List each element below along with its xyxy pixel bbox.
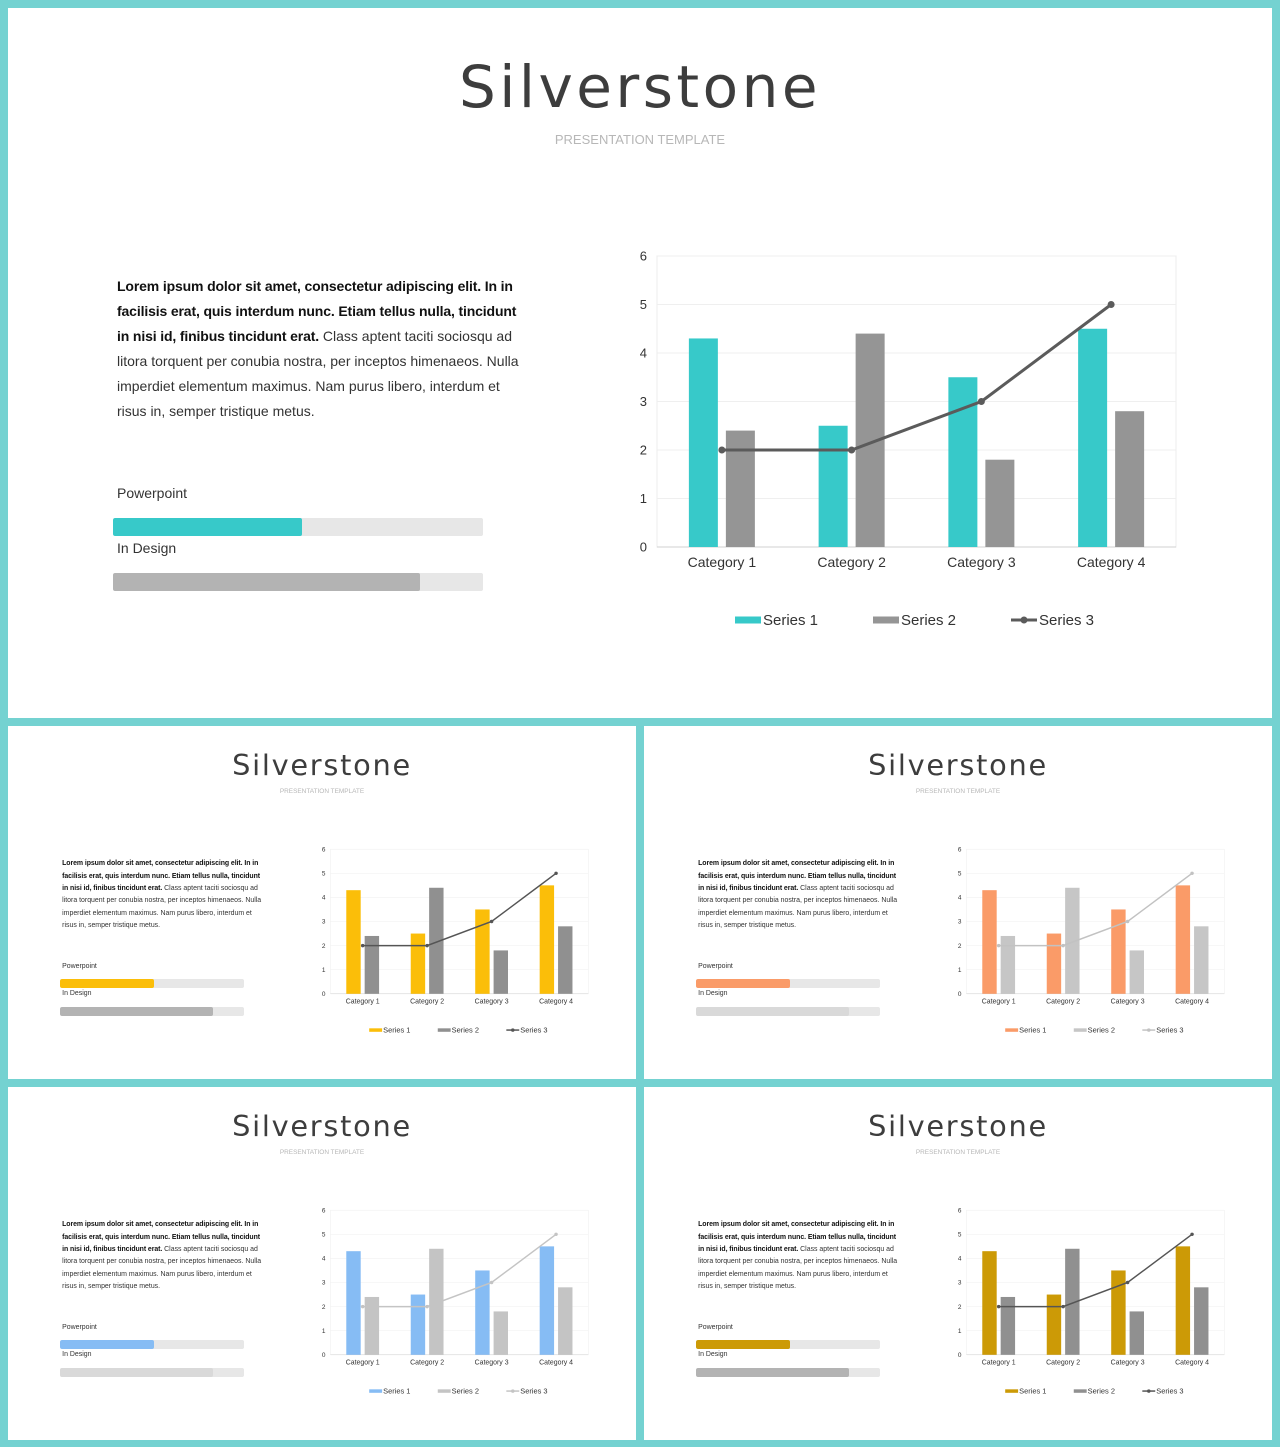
bar-series-1 (411, 934, 425, 994)
line-series-3 (722, 305, 1111, 451)
legend-label: Series 3 (1039, 612, 1095, 629)
y-tick-label: 0 (639, 539, 647, 555)
bar-series-2 (558, 926, 572, 993)
legend-swatch-bar (873, 617, 899, 624)
legend-label: Series 1 (383, 1386, 411, 1396)
slide-thumb-blue (8, 1087, 636, 1440)
slide-subtitle: PRESENTATION TEMPLATE (554, 132, 726, 147)
bar-series-2 (558, 1287, 572, 1354)
y-tick-label: 4 (321, 1255, 326, 1263)
legend-swatch-bar (1074, 1389, 1087, 1392)
x-category-label: Category 2 (1046, 998, 1081, 1006)
body-regular-text: Class aptent taciti sociosqu ad litora torquent per conubia nostra, per inceptos himenaeos. Nulla imperdiet elementum maximus. Nam purus libero, interdum et risus in, semper tristique metus. (698, 1246, 898, 1291)
y-tick-label: 3 (639, 394, 647, 409)
x-category-label: Category 3 (474, 1359, 509, 1367)
bar-series-1 (475, 1270, 489, 1354)
body-regular-text: Class aptent taciti sociosqu ad litora torquent per conubia nostra, per inceptos himenaeos. Nulla imperdiet elementum maximus. Nam purus libero, interdum et risus in, semper tristique metus. (117, 328, 519, 419)
y-tick-label: 4 (321, 894, 326, 902)
x-category-label: Category 2 (1046, 1359, 1081, 1367)
x-category-label: Category 4 (539, 998, 574, 1006)
bar-series-1 (1047, 1295, 1061, 1355)
bar-series-2 (1001, 1297, 1015, 1355)
y-tick-label: 5 (957, 1231, 962, 1239)
legend-label: Series 3 (1156, 1025, 1184, 1035)
legend-swatch-marker (1021, 617, 1028, 624)
bar-series-1 (1047, 934, 1061, 994)
slide-subtitle: PRESENTATION TEMPLATE (915, 1148, 1001, 1156)
y-tick-label: 2 (639, 442, 647, 458)
x-category-label: Category 2 (410, 1359, 445, 1367)
bar-series-1 (1111, 909, 1125, 993)
y-tick-label: 0 (957, 991, 962, 999)
legend-label: Series 1 (383, 1025, 411, 1035)
y-tick-label: 5 (957, 870, 962, 878)
y-tick-label: 1 (957, 966, 962, 974)
bar-series-2 (1001, 936, 1015, 994)
slide-title: Silverstone (868, 748, 1048, 783)
body-bold-text: Lorem ipsum dolor sit amet, consectetur adipiscing elit. In in facilisis erat, quis interdum nunc. Etiam tellus nulla, tincidunt in nisi id, finibus tincidunt erat. (117, 278, 517, 344)
line-point-series-3 (554, 1233, 557, 1236)
y-tick-label: 3 (957, 918, 962, 926)
slide-title: Silverstone (458, 53, 822, 121)
bar-series-1 (1078, 329, 1107, 547)
legend-swatch-bar (438, 1389, 451, 1392)
bar-series-2 (494, 950, 508, 993)
bar-series-1 (346, 1251, 360, 1355)
slide-title: Silverstone (232, 748, 412, 783)
slide-subtitle: PRESENTATION TEMPLATE (279, 787, 365, 795)
slide-thumb-yellow (8, 726, 636, 1079)
line-point-series-3 (978, 398, 985, 405)
x-category-label: Category 4 (1076, 554, 1146, 570)
bar-series-1 (540, 1246, 554, 1354)
y-tick-label: 5 (321, 1231, 326, 1239)
skill-label: In Design (698, 990, 728, 998)
line-point-series-3 (1061, 944, 1064, 947)
line-point-series-3 (1190, 872, 1193, 875)
bar-series-2 (1115, 411, 1144, 547)
line-point-series-3 (425, 944, 428, 947)
x-category-label: Category 4 (1175, 998, 1210, 1006)
y-tick-label: 2 (321, 1303, 326, 1311)
skill-label: Powerpoint (117, 485, 188, 501)
y-tick-label: 0 (321, 991, 326, 999)
skill-label: Powerpoint (62, 1323, 97, 1331)
y-tick-label: 2 (321, 942, 326, 950)
y-tick-label: 6 (957, 846, 962, 854)
line-point-series-3 (1108, 301, 1115, 308)
skill-label: Powerpoint (698, 962, 733, 970)
legend-label: Series 3 (520, 1025, 548, 1035)
legend-label: Series 1 (1019, 1386, 1047, 1396)
y-tick-label: 4 (957, 894, 962, 902)
legend-label: Series 2 (901, 612, 957, 629)
bar-series-2 (1130, 1311, 1144, 1354)
y-tick-label: 2 (957, 1303, 962, 1311)
y-tick-label: 4 (639, 345, 647, 361)
y-tick-label: 5 (321, 870, 326, 878)
bar-series-1 (982, 1251, 996, 1355)
x-category-label: Category 1 (345, 1359, 380, 1367)
combo-chart (8, 726, 636, 1079)
line-point-series-3 (1190, 1233, 1193, 1236)
y-tick-label: 0 (321, 1352, 326, 1360)
legend-swatch-bar (1074, 1028, 1087, 1031)
bar-series-1 (1111, 1270, 1125, 1354)
legend-label: Series 2 (451, 1386, 479, 1396)
legend-swatch-bar (735, 617, 761, 624)
body-regular-text: Class aptent taciti sociosqu ad litora torquent per conubia nostra, per inceptos himenaeos. Nulla imperdiet elementum maximus. Nam purus libero, interdum et risus in, semper tristique metus. (62, 1246, 262, 1291)
line-point-series-3 (490, 1281, 493, 1284)
x-category-label: Category 3 (474, 998, 509, 1006)
line-point-series-3 (425, 1305, 428, 1308)
line-point-series-3 (718, 447, 725, 454)
x-category-label: Category 3 (947, 554, 1016, 570)
slide-title: Silverstone (868, 1109, 1048, 1144)
bar-series-2 (1194, 1287, 1208, 1354)
legend-swatch-bar (438, 1028, 451, 1031)
body-bold-text: Lorem ipsum dolor sit amet, consectetur adipiscing elit. In in facilisis erat, quis interdum nunc. Etiam tellus nulla, tincidunt in nisi id, finibus tincidunt erat. (698, 860, 896, 892)
legend-label: Series 3 (520, 1386, 548, 1396)
legend-swatch-marker (1147, 1389, 1150, 1392)
y-tick-label: 3 (321, 918, 326, 926)
line-point-series-3 (997, 944, 1000, 947)
bar-series-1 (475, 909, 489, 993)
line-point-series-3 (997, 1305, 1000, 1308)
skill-label: In Design (698, 1351, 728, 1359)
bar-series-2 (365, 1297, 379, 1355)
y-tick-label: 2 (957, 942, 962, 950)
legend-swatch-bar (1005, 1389, 1018, 1392)
line-point-series-3 (361, 944, 364, 947)
line-series-3 (999, 1234, 1192, 1306)
line-point-series-3 (490, 920, 493, 923)
bar-series-2 (985, 460, 1014, 547)
y-tick-label: 3 (321, 1279, 326, 1287)
line-point-series-3 (1061, 1305, 1064, 1308)
legend-label: Series 3 (1156, 1386, 1184, 1396)
bar-series-1 (1176, 885, 1190, 993)
x-category-label: Category 1 (981, 1359, 1016, 1367)
bar-series-2 (726, 431, 755, 547)
legend-swatch-marker (511, 1028, 514, 1031)
line-series-3 (999, 873, 1192, 945)
x-category-label: Category 3 (1110, 1359, 1145, 1367)
x-category-label: Category 3 (1110, 998, 1145, 1006)
slide-subtitle: PRESENTATION TEMPLATE (279, 1148, 365, 1156)
body-bold-text: Lorem ipsum dolor sit amet, consectetur adipiscing elit. In in facilisis erat, quis interdum nunc. Etiam tellus nulla, tincidunt in nisi id, finibus tincidunt erat. (698, 1221, 896, 1253)
bar-series-1 (982, 890, 996, 994)
y-tick-label: 6 (321, 1207, 326, 1215)
legend-label: Series 2 (451, 1025, 479, 1035)
bar-series-1 (346, 890, 360, 994)
legend-label: Series 1 (763, 612, 819, 629)
y-tick-label: 0 (957, 1352, 962, 1360)
line-point-series-3 (1126, 920, 1129, 923)
combo-chart (644, 1087, 1272, 1440)
body-bold-text: Lorem ipsum dolor sit amet, consectetur adipiscing elit. In in facilisis erat, quis interdum nunc. Etiam tellus nulla, tincidunt in nisi id, finibus tincidunt erat. (62, 1221, 260, 1253)
legend-label: Series 1 (1019, 1025, 1047, 1035)
line-point-series-3 (554, 872, 557, 875)
y-tick-label: 4 (957, 1255, 962, 1263)
bar-series-1 (1176, 1246, 1190, 1354)
slide-title: Silverstone (232, 1109, 412, 1144)
y-tick-label: 1 (957, 1327, 962, 1335)
legend-label: Series 2 (1087, 1386, 1115, 1396)
y-tick-label: 1 (639, 491, 647, 506)
body-regular-text: Class aptent taciti sociosqu ad litora torquent per conubia nostra, per inceptos himenaeos. Nulla imperdiet elementum maximus. Nam purus libero, interdum et risus in, semper tristique metus. (62, 885, 262, 930)
skill-label: In Design (117, 540, 177, 556)
y-tick-label: 5 (639, 297, 647, 312)
x-category-label: Category 1 (687, 554, 757, 570)
line-series-3 (363, 1234, 556, 1306)
x-category-label: Category 4 (1175, 1359, 1210, 1367)
y-tick-label: 6 (321, 846, 326, 854)
bar-series-2 (494, 1311, 508, 1354)
x-category-label: Category 2 (410, 998, 445, 1006)
y-tick-label: 6 (639, 248, 647, 264)
combo-chart (8, 1087, 636, 1440)
x-category-label: Category 1 (981, 998, 1016, 1006)
legend-swatch-marker (511, 1389, 514, 1392)
slide-main (8, 8, 1272, 718)
legend-label: Series 2 (1087, 1025, 1115, 1035)
combo-chart (644, 726, 1272, 1079)
line-series-3 (363, 873, 556, 945)
legend-swatch-bar (369, 1028, 382, 1031)
y-tick-label: 1 (321, 1327, 326, 1335)
bar-series-1 (819, 426, 848, 547)
legend-swatch-bar (1005, 1028, 1018, 1031)
x-category-label: Category 2 (817, 554, 886, 570)
x-category-label: Category 1 (345, 998, 380, 1006)
body-bold-text: Lorem ipsum dolor sit amet, consectetur adipiscing elit. In in facilisis erat, quis interdum nunc. Etiam tellus nulla, tincidunt in nisi id, finibus tincidunt erat. (62, 860, 260, 892)
y-tick-label: 1 (321, 966, 326, 974)
skill-label: In Design (62, 1351, 92, 1359)
y-tick-label: 3 (957, 1279, 962, 1287)
skill-label: Powerpoint (62, 962, 97, 970)
bar-series-1 (689, 338, 718, 547)
bar-series-2 (1130, 950, 1144, 993)
line-point-series-3 (361, 1305, 364, 1308)
combo-chart (8, 8, 1272, 718)
line-point-series-3 (848, 447, 855, 454)
skill-label: Powerpoint (698, 1323, 733, 1331)
x-category-label: Category 4 (539, 1359, 574, 1367)
bar-series-2 (365, 936, 379, 994)
bar-series-1 (540, 885, 554, 993)
y-tick-label: 6 (957, 1207, 962, 1215)
bar-series-2 (1194, 926, 1208, 993)
skill-label: In Design (62, 990, 92, 998)
legend-swatch-bar (369, 1389, 382, 1392)
legend-swatch-marker (1147, 1028, 1150, 1031)
bar-series-1 (411, 1295, 425, 1355)
line-point-series-3 (1126, 1281, 1129, 1284)
bar-series-1 (948, 377, 977, 547)
slide-thumb-gold (644, 1087, 1272, 1440)
slide-subtitle: PRESENTATION TEMPLATE (915, 787, 1001, 795)
slide-thumb-orange (644, 726, 1272, 1079)
body-regular-text: Class aptent taciti sociosqu ad litora torquent per conubia nostra, per inceptos himenaeos. Nulla imperdiet elementum maximus. Nam purus libero, interdum et risus in, semper tristique metus. (698, 885, 898, 930)
